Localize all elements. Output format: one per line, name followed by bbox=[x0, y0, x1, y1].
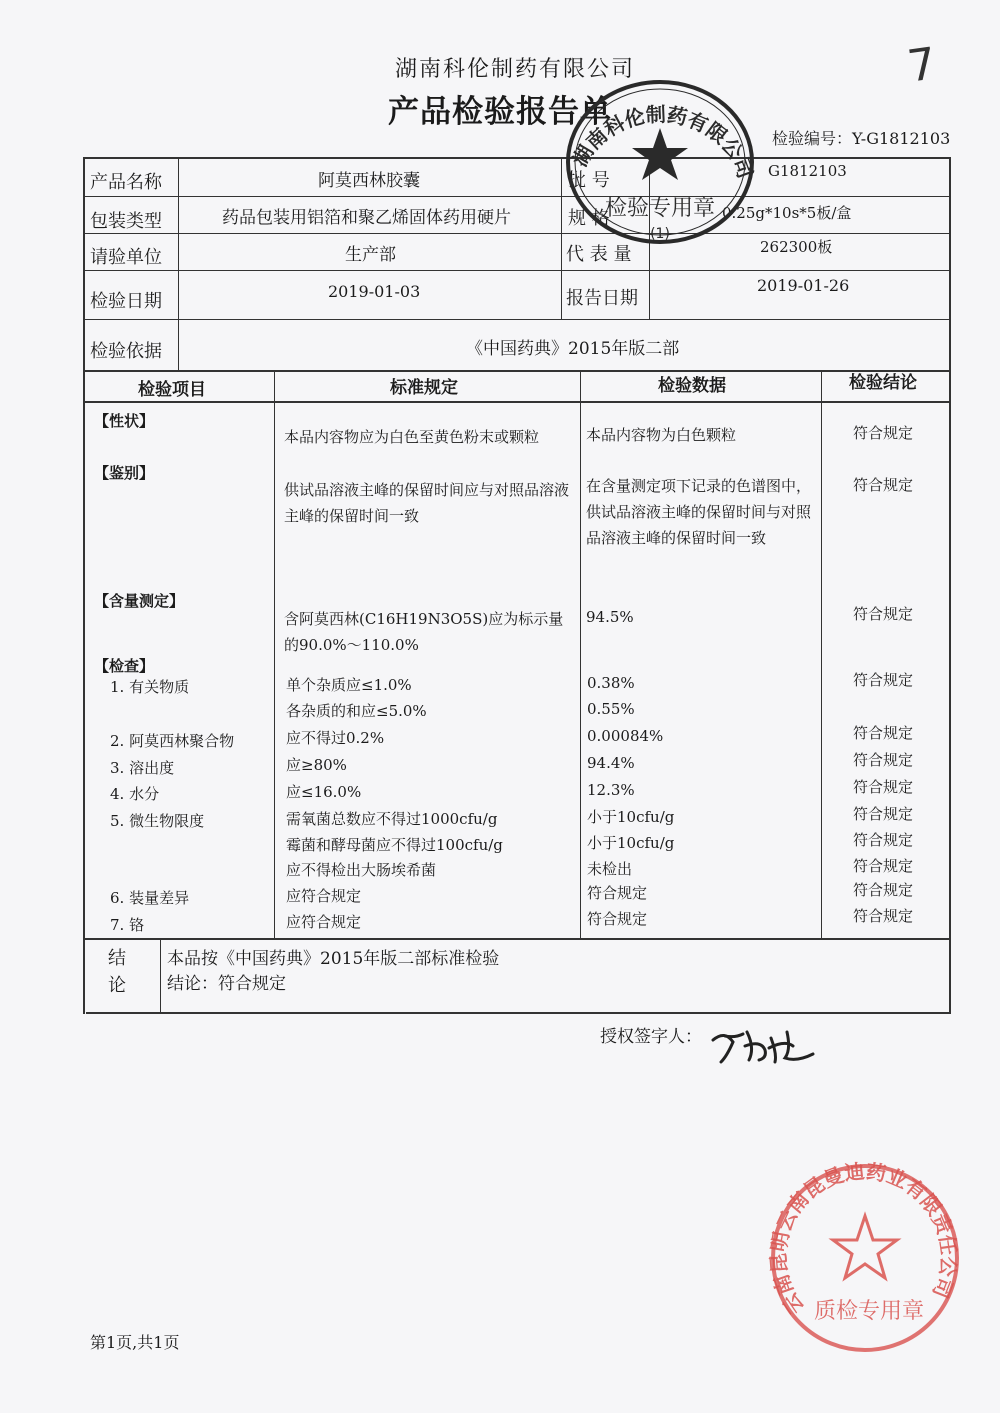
result-r7: 符合规定 bbox=[853, 907, 914, 925]
std-hanliang: 含阿莫西林(C16H19N3O5S)应为标示量的90.0%～110.0% bbox=[284, 610, 564, 654]
std-xingzhuang: 本品内容物应为白色至黄色粉末或颗粒 bbox=[284, 428, 540, 446]
std-r7: 应符合规定 bbox=[286, 913, 362, 931]
header-conclusion: 检验结论 bbox=[849, 373, 917, 393]
data-xingzhuang: 本品内容物为白色颗粒 bbox=[586, 426, 737, 444]
data-r2: 0.00084% bbox=[587, 727, 664, 745]
data-r6: 符合规定 bbox=[587, 884, 648, 902]
product-name: 阿莫西林胶囊 bbox=[318, 171, 420, 191]
result-r2: 符合规定 bbox=[853, 724, 914, 742]
header-data: 检验数据 bbox=[658, 376, 726, 396]
item-hanliang: 【含量测定】 bbox=[94, 592, 185, 610]
result-hanliang: 符合规定 bbox=[853, 605, 914, 623]
std-r3: 应≥80% bbox=[286, 756, 347, 774]
std-r5c: 应不得检出大肠埃希菌 bbox=[286, 861, 437, 879]
result-r5a: 符合规定 bbox=[853, 805, 914, 823]
spec-label: 规 格 bbox=[568, 208, 610, 229]
item-jiancha: 【检查】 bbox=[94, 657, 155, 675]
quantity: 262300板 bbox=[760, 238, 833, 256]
requester: 生产部 bbox=[345, 245, 396, 265]
std-r6: 应符合规定 bbox=[286, 887, 362, 905]
std-r4: 应≤16.0% bbox=[286, 783, 362, 801]
stamp1-number: (1) bbox=[650, 226, 670, 242]
header-standard: 标准规定 bbox=[390, 378, 458, 398]
data-r4: 12.3% bbox=[587, 781, 635, 799]
data-r1a: 0.38% bbox=[587, 674, 635, 692]
batch-number: G1812103 bbox=[768, 162, 847, 180]
data-jianbie: 在含量测定项下记录的色谱图中，供试品溶液主峰的保留时间与对照品溶液主峰的保留时间一致 bbox=[586, 477, 812, 547]
item-xingzhuang: 【性状】 bbox=[94, 412, 155, 430]
test-date: 2019-01-03 bbox=[328, 282, 421, 301]
report-title: 产品检验报告单 bbox=[388, 94, 612, 130]
std-r1a: 单个杂质应≤1.0% bbox=[286, 676, 412, 694]
std-r2: 应不得过0.2% bbox=[286, 729, 385, 747]
requester-label: 请验单位 bbox=[90, 247, 162, 268]
std-jianbie: 供试品溶液主峰的保留时间应与对照品溶液主峰的保留时间一致 bbox=[284, 481, 570, 525]
data-r5b: 小于10cfu/g bbox=[587, 834, 675, 852]
basis-label: 检验依据 bbox=[90, 341, 162, 362]
stamp1-center-text: 检验专用章 bbox=[604, 196, 716, 221]
item-r3: 3. 溶出度 bbox=[110, 759, 175, 777]
result-r5b: 符合规定 bbox=[853, 831, 914, 849]
signer-label: 授权签字人： bbox=[600, 1027, 702, 1047]
std-r5a: 需氧菌总数应不得过1000cfu/g bbox=[286, 810, 498, 828]
data-r3: 94.4% bbox=[587, 754, 635, 772]
result-r1: 符合规定 bbox=[853, 671, 914, 689]
data-hanliang: 94.5% bbox=[586, 608, 634, 626]
item-r1: 1. 有关物质 bbox=[110, 678, 190, 696]
result-r4: 符合规定 bbox=[853, 778, 914, 796]
test-date-label: 检验日期 bbox=[90, 291, 162, 312]
header-item: 检验项目 bbox=[138, 380, 206, 400]
quantity-label: 代 表 量 bbox=[566, 244, 632, 265]
result-r5c: 符合规定 bbox=[853, 857, 914, 875]
stamp2-ring-text: 云南昆明云南昆曼迪药业有限责任公司 bbox=[766, 1159, 962, 1320]
result-xingzhuang: 符合规定 bbox=[853, 424, 914, 442]
conclusion-line-2: 结论：符合规定 bbox=[167, 974, 286, 994]
item-r5: 5. 微生物限度 bbox=[110, 812, 205, 830]
item-r7: 7. 铬 bbox=[110, 916, 145, 934]
package-label: 包装类型 bbox=[90, 211, 162, 232]
package-type: 药品包装用铝箔和聚乙烯固体药用硬片 bbox=[222, 208, 511, 228]
data-r5a: 小于10cfu/g bbox=[587, 808, 675, 826]
handwritten-page-number: 7 bbox=[904, 38, 940, 93]
batch-label: 批 号 bbox=[568, 170, 610, 191]
conclusion-label-1: 结 bbox=[108, 948, 126, 969]
item-jianbie: 【鉴别】 bbox=[94, 464, 155, 482]
result-r3: 符合规定 bbox=[853, 751, 914, 769]
specification: 0.25g*10s*5板/盒 bbox=[722, 204, 852, 222]
company-name: 湖南科伦制药有限公司 bbox=[394, 57, 635, 82]
handwritten-signature bbox=[705, 1010, 825, 1070]
data-r7: 符合规定 bbox=[587, 910, 648, 928]
conclusion-label-2: 论 bbox=[108, 975, 126, 996]
std-r5b: 霉菌和酵母菌应不得过100cfu/g bbox=[286, 836, 503, 854]
stamp1-ring-text: 湖南科伦制药有限公司 bbox=[567, 102, 758, 182]
stamp2-center-text: 质检专用章 bbox=[813, 1299, 925, 1324]
data-r5c: 未检出 bbox=[587, 860, 633, 878]
report-date-label: 报告日期 bbox=[566, 288, 638, 309]
result-jianbie: 符合规定 bbox=[853, 476, 914, 494]
product-name-label: 产品名称 bbox=[90, 172, 162, 193]
std-r1b: 各杂质的和应≤5.0% bbox=[286, 702, 427, 720]
item-r2: 2. 阿莫西林聚合物 bbox=[110, 732, 235, 750]
result-r6: 符合规定 bbox=[853, 881, 914, 899]
conclusion-line-1: 本品按《中国药典》2015年版二部标准检验 bbox=[167, 949, 500, 969]
company-inspection-stamp bbox=[560, 80, 760, 250]
data-r1b: 0.55% bbox=[587, 700, 635, 718]
test-basis: 《中国药典》2015年版二部 bbox=[466, 339, 680, 359]
quality-inspection-stamp bbox=[765, 1158, 965, 1358]
report-date: 2019-01-26 bbox=[757, 276, 850, 295]
item-r6: 6. 装量差异 bbox=[110, 889, 190, 907]
page-footer: 第1页,共1页 bbox=[90, 1333, 180, 1352]
report-number: 检验编号：Y-G1812103 bbox=[772, 129, 951, 148]
item-r4: 4. 水分 bbox=[110, 785, 160, 803]
